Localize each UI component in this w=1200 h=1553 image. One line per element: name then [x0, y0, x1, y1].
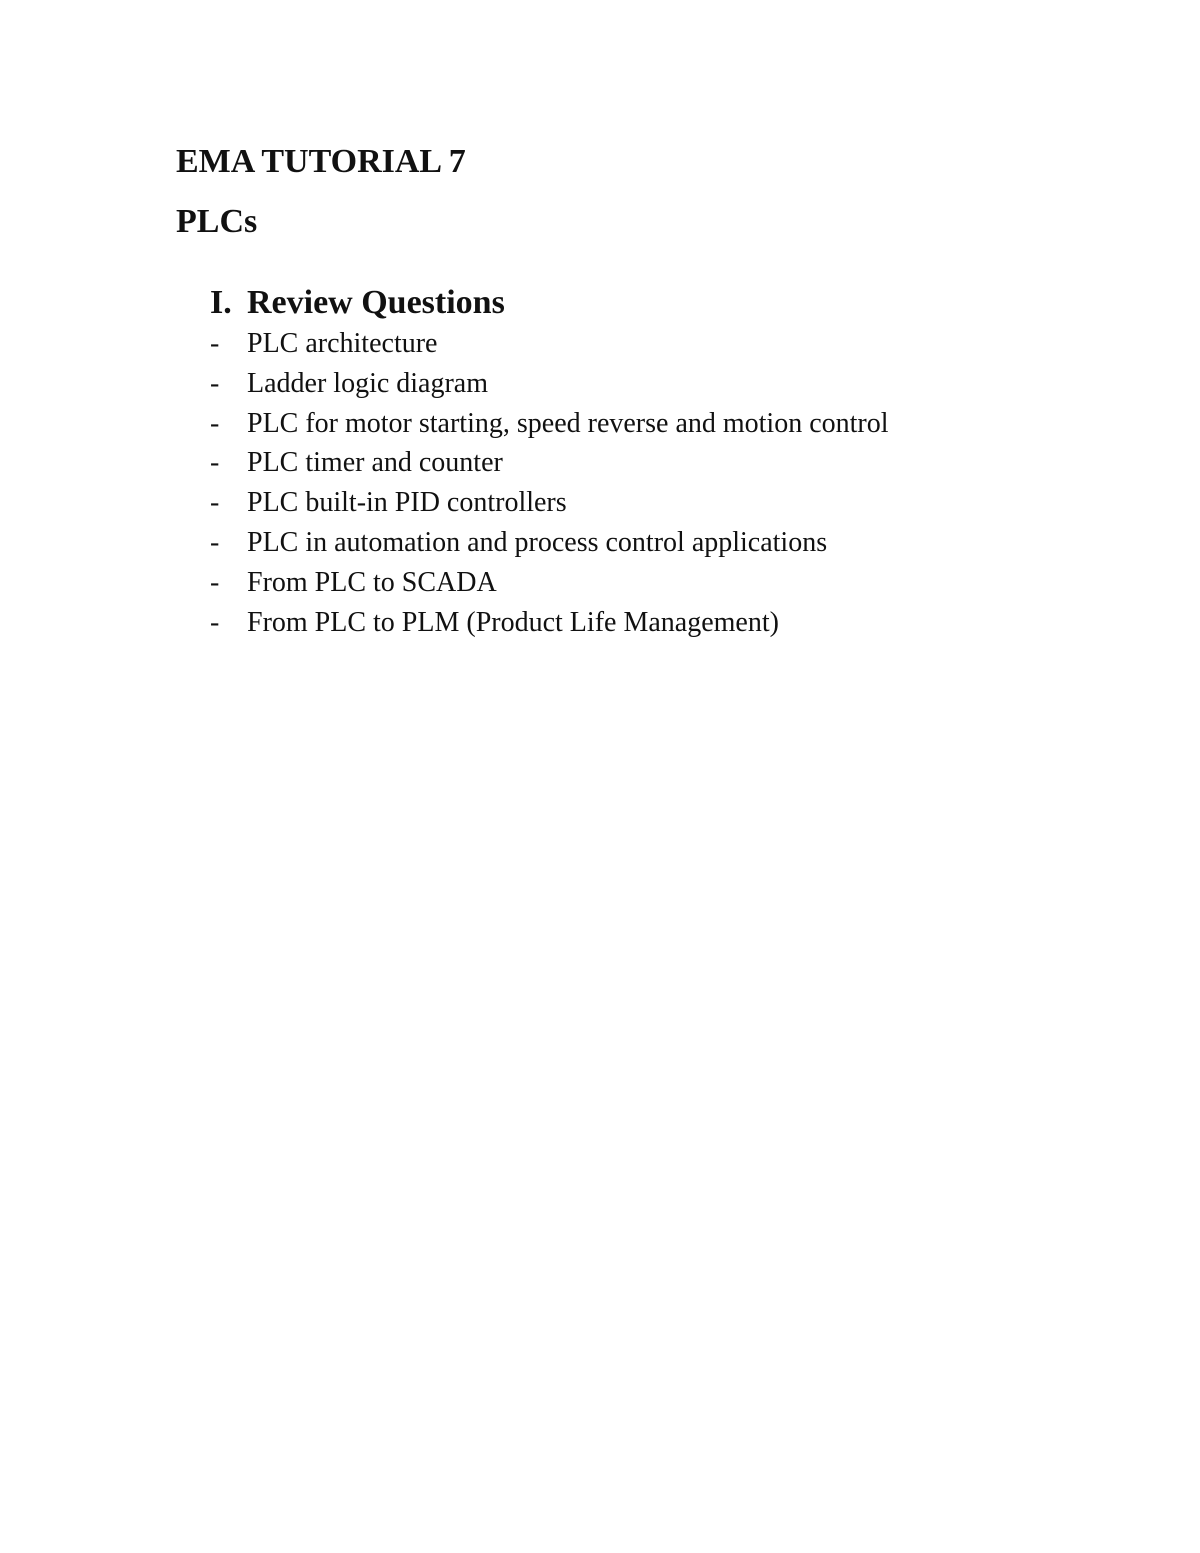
dash-bullet: - — [210, 606, 220, 638]
list-item — [210, 364, 889, 404]
dash-bullet: - — [210, 487, 220, 519]
list-item-text: PLC for motor starting, speed reverse and motion control — [247, 407, 889, 439]
section-heading — [210, 282, 889, 324]
list-item-text: PLC architecture — [247, 328, 438, 359]
list-item-text: PLC built-in PID controllers — [247, 487, 567, 519]
list-item-text: From PLC to PLM (Product Life Management) — [247, 606, 779, 638]
list-item-text: PLC in automation and process control applications — [247, 526, 828, 558]
document-title: EMA TUTORIAL 7 — [176, 143, 466, 180]
dash-bullet: - — [210, 367, 220, 399]
dash-bullet: - — [210, 526, 220, 558]
dash-bullet: - — [210, 447, 220, 479]
dash-bullet: - — [210, 566, 220, 598]
list-item-text: From PLC to SCADA — [247, 566, 497, 598]
dash-bullet: - — [210, 407, 220, 439]
dash-bullet: - — [210, 328, 220, 359]
topic-list — [210, 324, 889, 642]
list-item — [210, 563, 889, 603]
document-subtitle: PLCs — [176, 203, 258, 240]
list-item — [210, 603, 889, 643]
section-number: I. — [210, 284, 232, 321]
list-item — [210, 483, 889, 523]
list-item — [210, 324, 889, 364]
list-item — [210, 523, 889, 563]
list-item — [210, 443, 889, 483]
section-title: Review Questions — [247, 284, 505, 321]
list-item — [210, 404, 889, 444]
list-item-text: Ladder logic diagram — [247, 367, 489, 399]
list-item-text: PLC timer and counter — [247, 447, 503, 479]
review-questions-section — [210, 282, 889, 642]
